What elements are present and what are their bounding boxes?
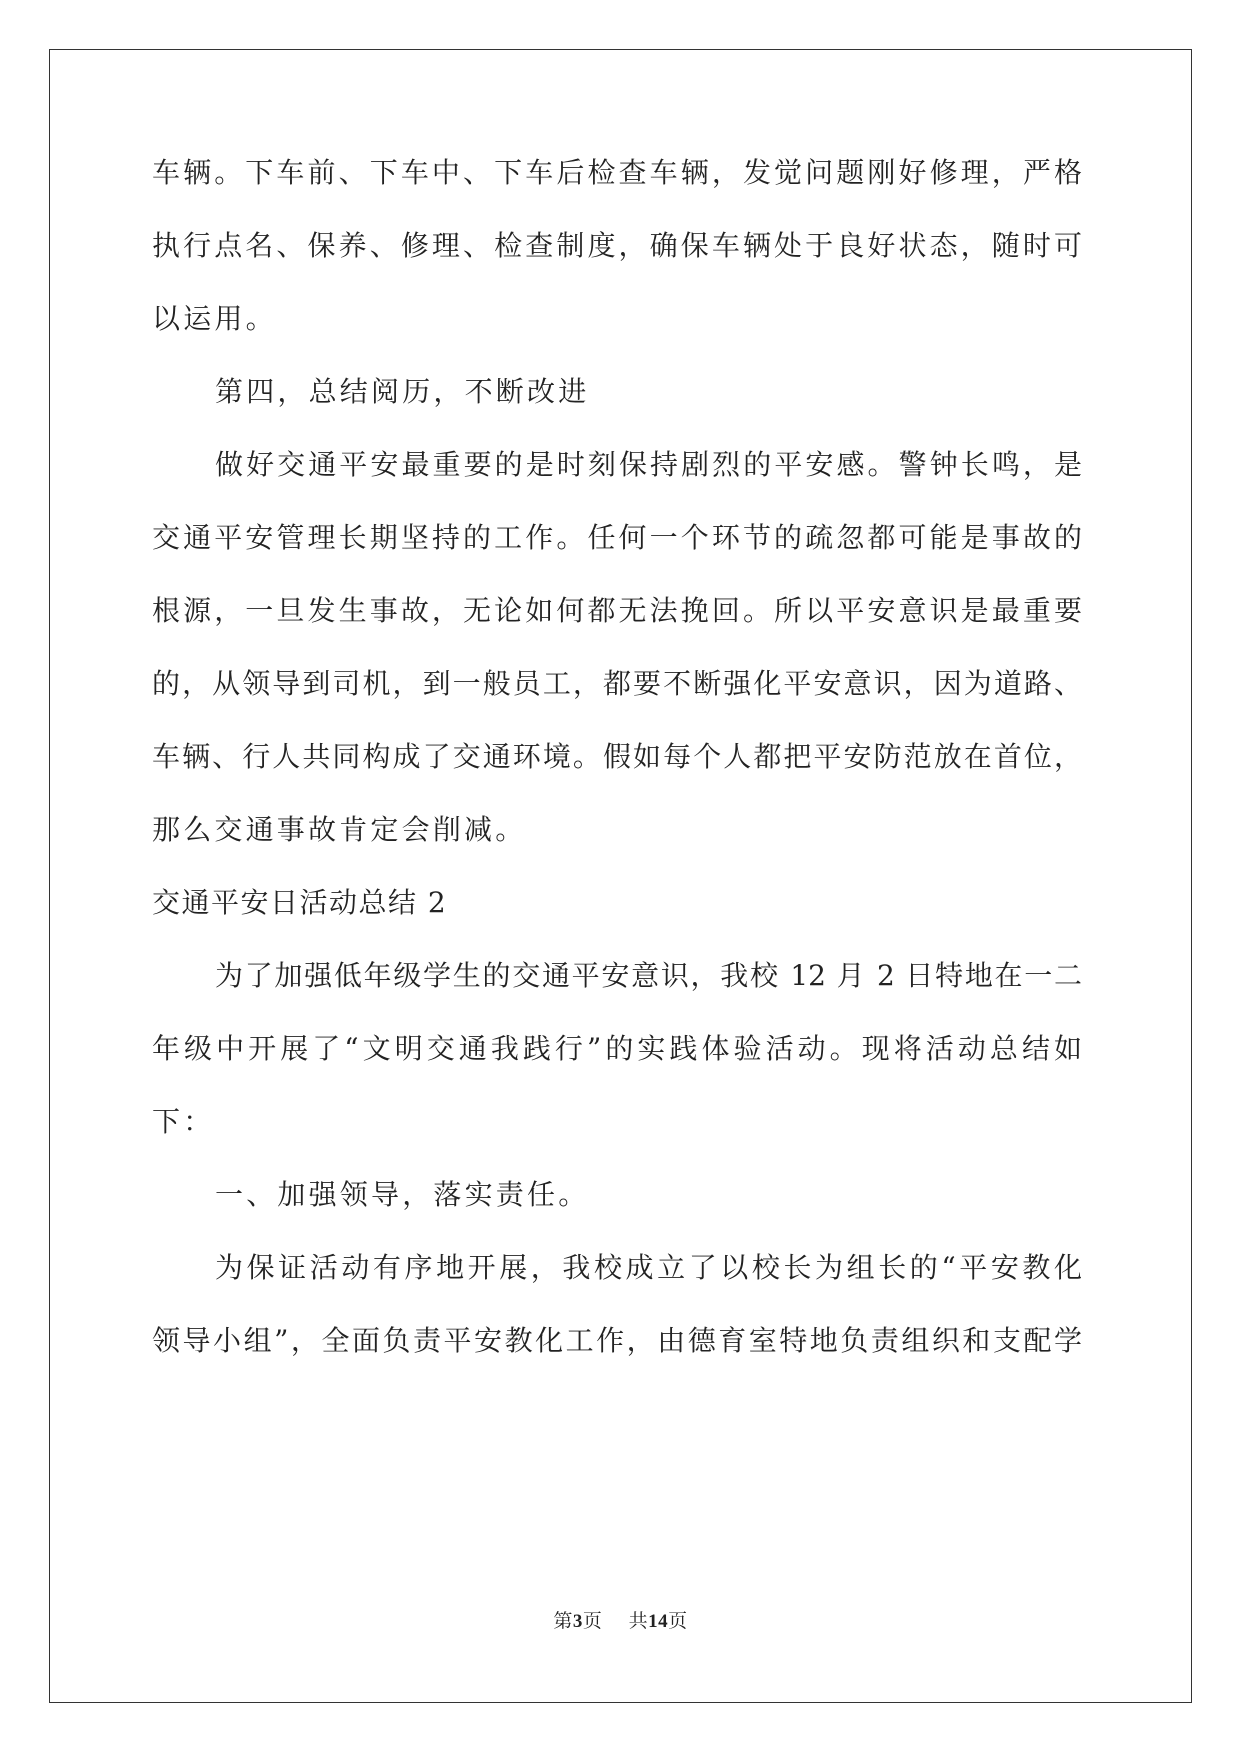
- page-border: [49, 49, 1192, 1703]
- paragraph-line: 交通平安管理长期坚持的工作。任何一个环节的疏忽都可能是事故的: [152, 521, 1082, 554]
- paragraph-line: 做好交通平安最重要的是时刻保持剧烈的平安感。警钟长鸣，是: [215, 448, 1082, 481]
- paragraph-line: 领导小组”，全面负责平安教化工作，由德育室特地负责组织和支配学: [152, 1324, 1082, 1357]
- page-prefix: 第: [553, 1610, 573, 1632]
- section-heading: 一、加强领导，落实责任。: [215, 1178, 590, 1211]
- section-heading: 第四，总结阅历，不断改进: [215, 375, 590, 408]
- page-footer: [0, 1608, 1241, 1635]
- document-title: 交通平安日活动总结 2: [152, 886, 448, 919]
- page-suffix: 页: [582, 1610, 603, 1632]
- paragraph-line: 执行点名、保养、修理、检查制度，确保车辆处于良好状态，随时可: [152, 229, 1082, 262]
- paragraph-line: 年级中开展了“文明交通我践行”的实践体验活动。现将活动总结如: [152, 1032, 1082, 1065]
- paragraph-line: 下：: [152, 1105, 215, 1138]
- paragraph-line: 车辆。下车前、下车中、下车后检查车辆，发觉问题刚好修理，严格: [152, 156, 1082, 189]
- paragraph-line: 以运用。: [152, 302, 277, 335]
- paragraph-line: 那么交通事故肯定会削减。: [152, 813, 527, 846]
- paragraph-line: 为了加强低年级学生的交通平安意识，我校 12 月 2 日特地在一二: [215, 959, 1082, 992]
- paragraph-line: 车辆、行人共同构成了交通环境。假如每个人都把平安防范放在首位，: [152, 740, 1082, 773]
- paragraph-line: 的，从领导到司机，到一般员工，都要不断强化平安意识，因为道路、: [152, 667, 1082, 700]
- paragraph-line: 为保证活动有序地开展，我校成立了以校长为组长的“平安教化: [215, 1251, 1082, 1284]
- total-prefix: 共: [628, 1610, 649, 1632]
- total-suffix: 页: [668, 1610, 688, 1632]
- page-number: 3: [572, 1611, 583, 1632]
- total-pages: 14: [648, 1611, 669, 1632]
- paragraph-line: 根源，一旦发生事故，无论如何都无法挽回。所以平安意识是最重要: [152, 594, 1082, 627]
